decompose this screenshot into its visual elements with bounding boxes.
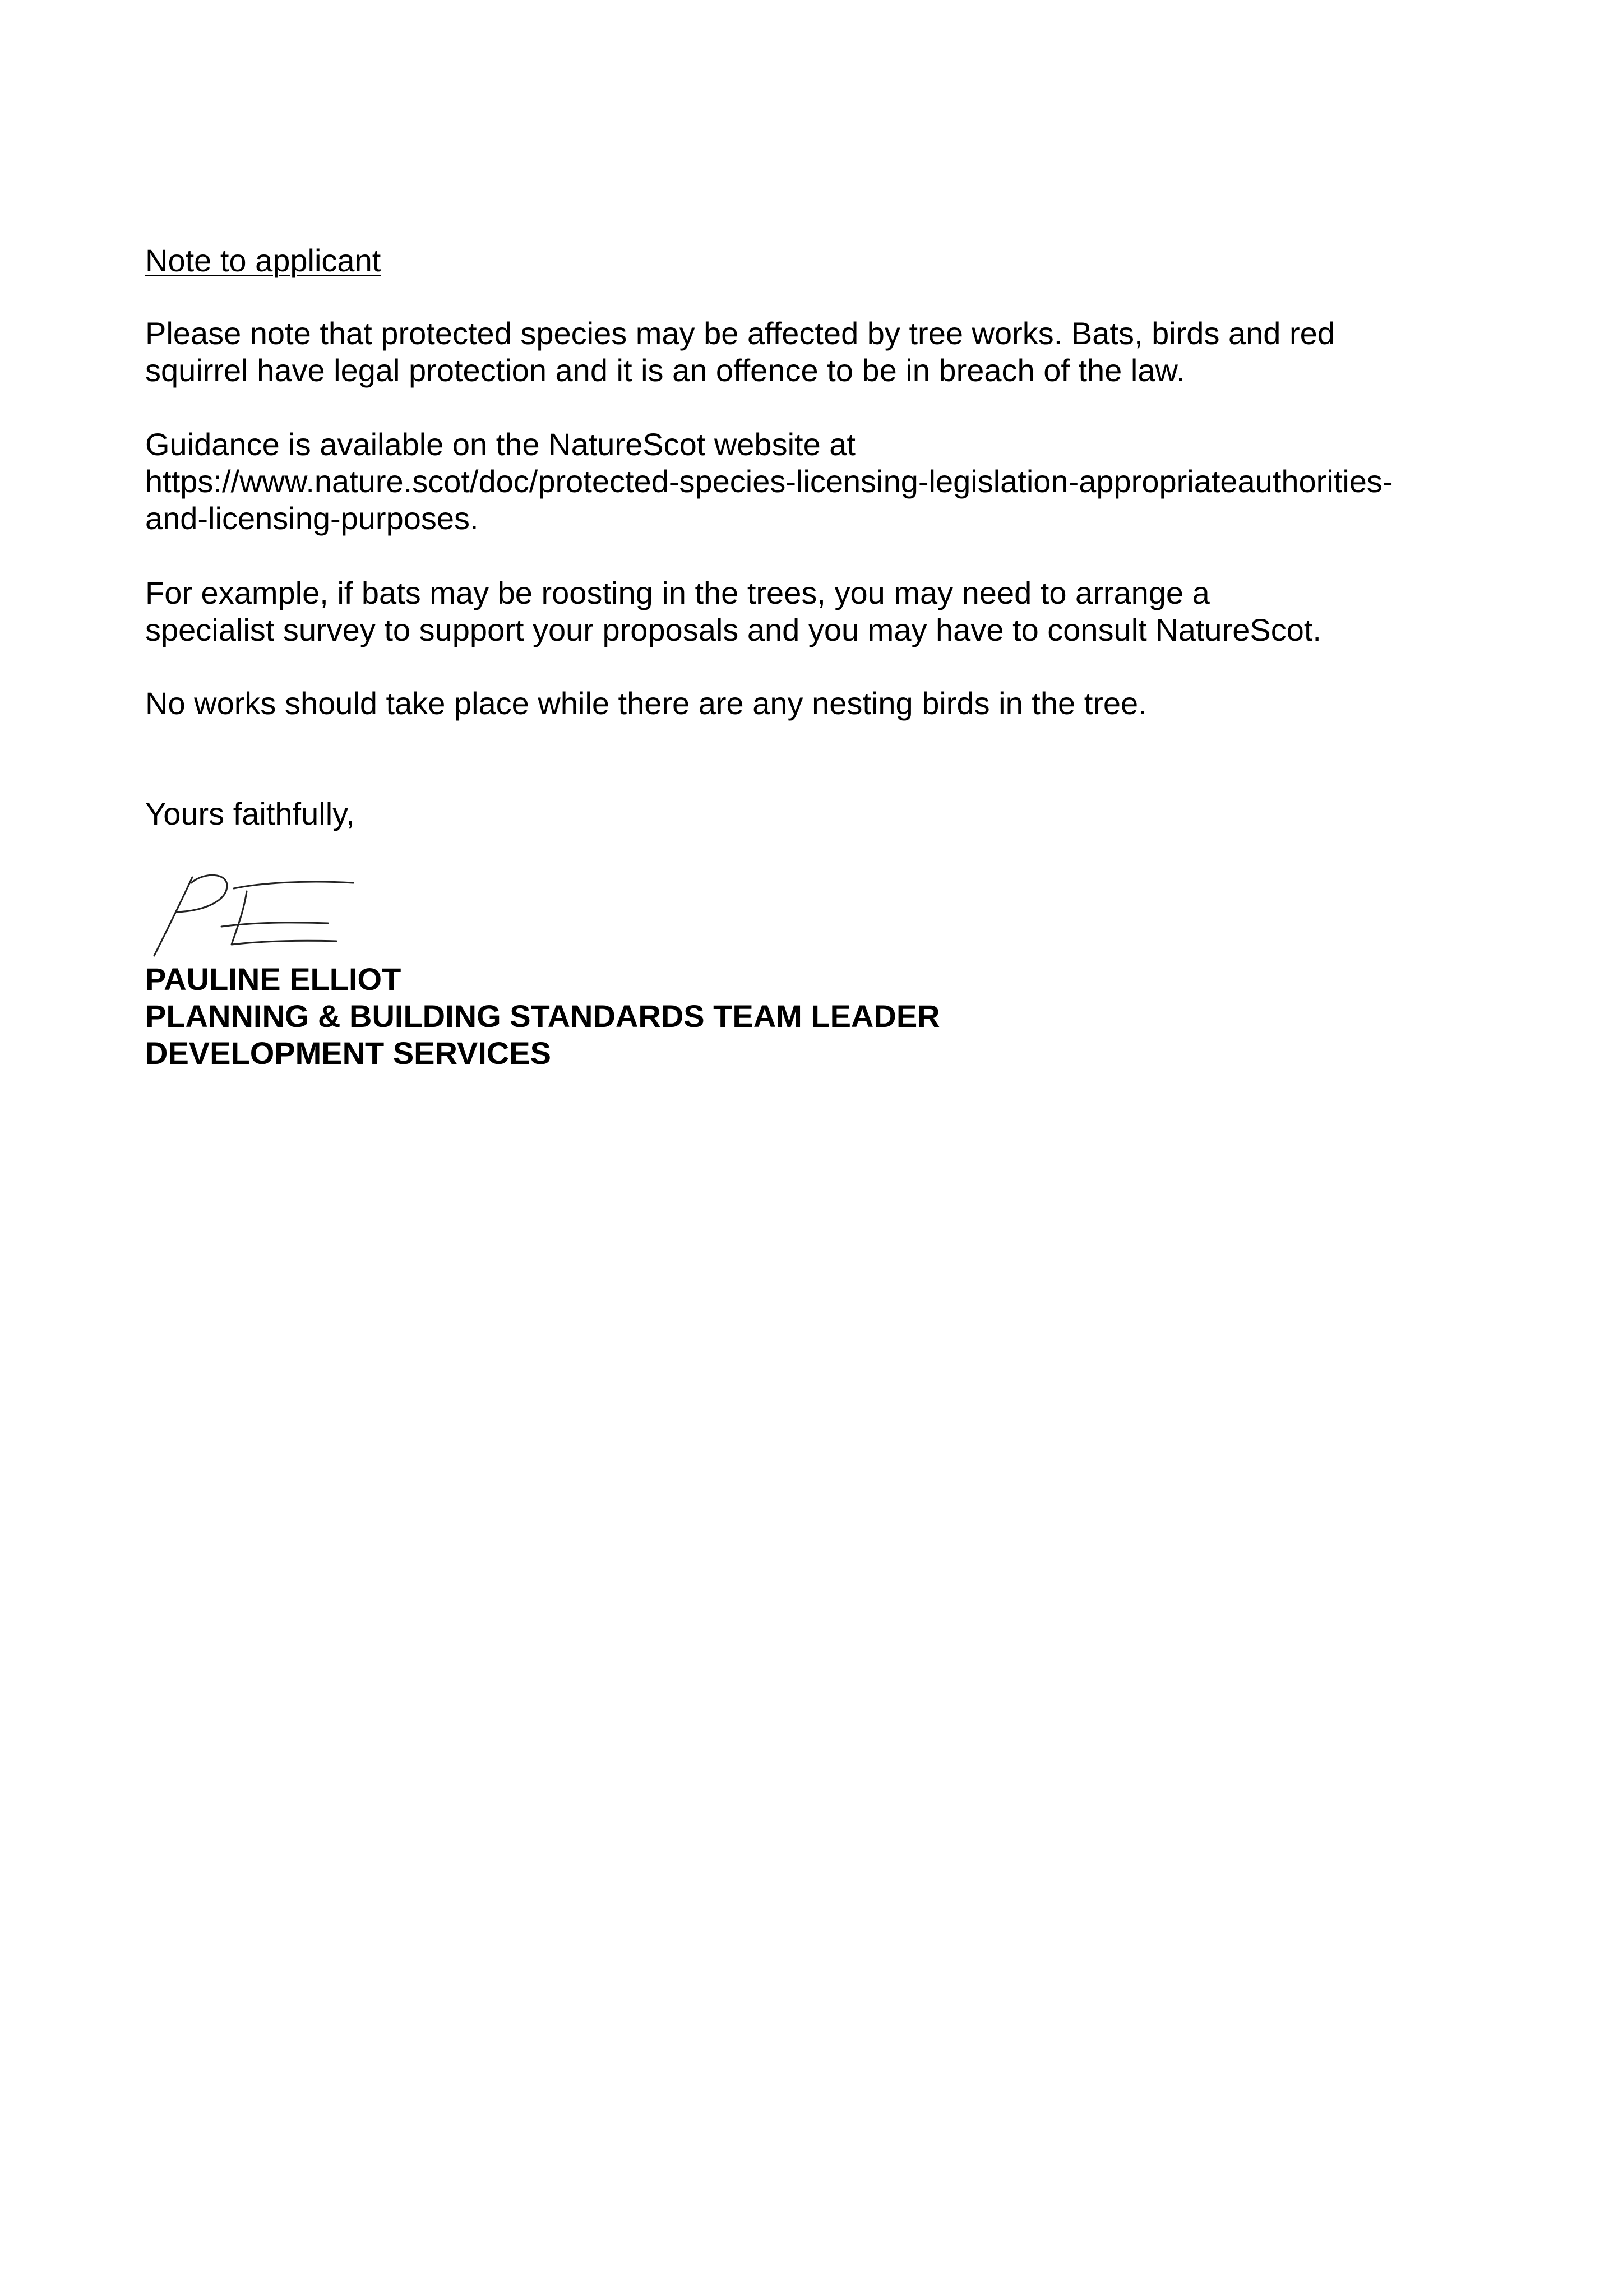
note-heading: Note to applicant	[145, 243, 381, 278]
protected-species-line-2: squirrel have legal protection and it is an offence to be in breach of the law.	[145, 353, 1185, 388]
signatory-name: PAULINE ELLIOT	[145, 961, 401, 997]
guidance-url-line: https://www.nature.scot/doc/protected-species-licensing-legislation-appropriateauthorities-	[145, 464, 1393, 499]
handwritten-signature	[143, 866, 367, 959]
closing-salutation: Yours faithfully,	[145, 796, 355, 831]
bats-line-2: specialist survey to support your proposals and you may have to consult NatureScot.	[145, 612, 1321, 647]
nesting-birds-note: No works should take place while there are any nesting birds in the tree.	[145, 686, 1147, 721]
bats-line-1: For example, if bats may be roosting in the trees, you may need to arrange a	[145, 575, 1210, 610]
signatory-department: DEVELOPMENT SERVICES	[145, 1035, 552, 1071]
guidance-line-1: Guidance is available on the NatureScot website at	[145, 427, 856, 462]
guidance-url-continuation: and-licensing-purposes.	[145, 501, 479, 536]
protected-species-line-1: Please note that protected species may be affected by tree works. Bats, birds and red	[145, 316, 1335, 351]
signatory-title: PLANNING & BUILDING STANDARDS TEAM LEADER	[145, 998, 940, 1034]
